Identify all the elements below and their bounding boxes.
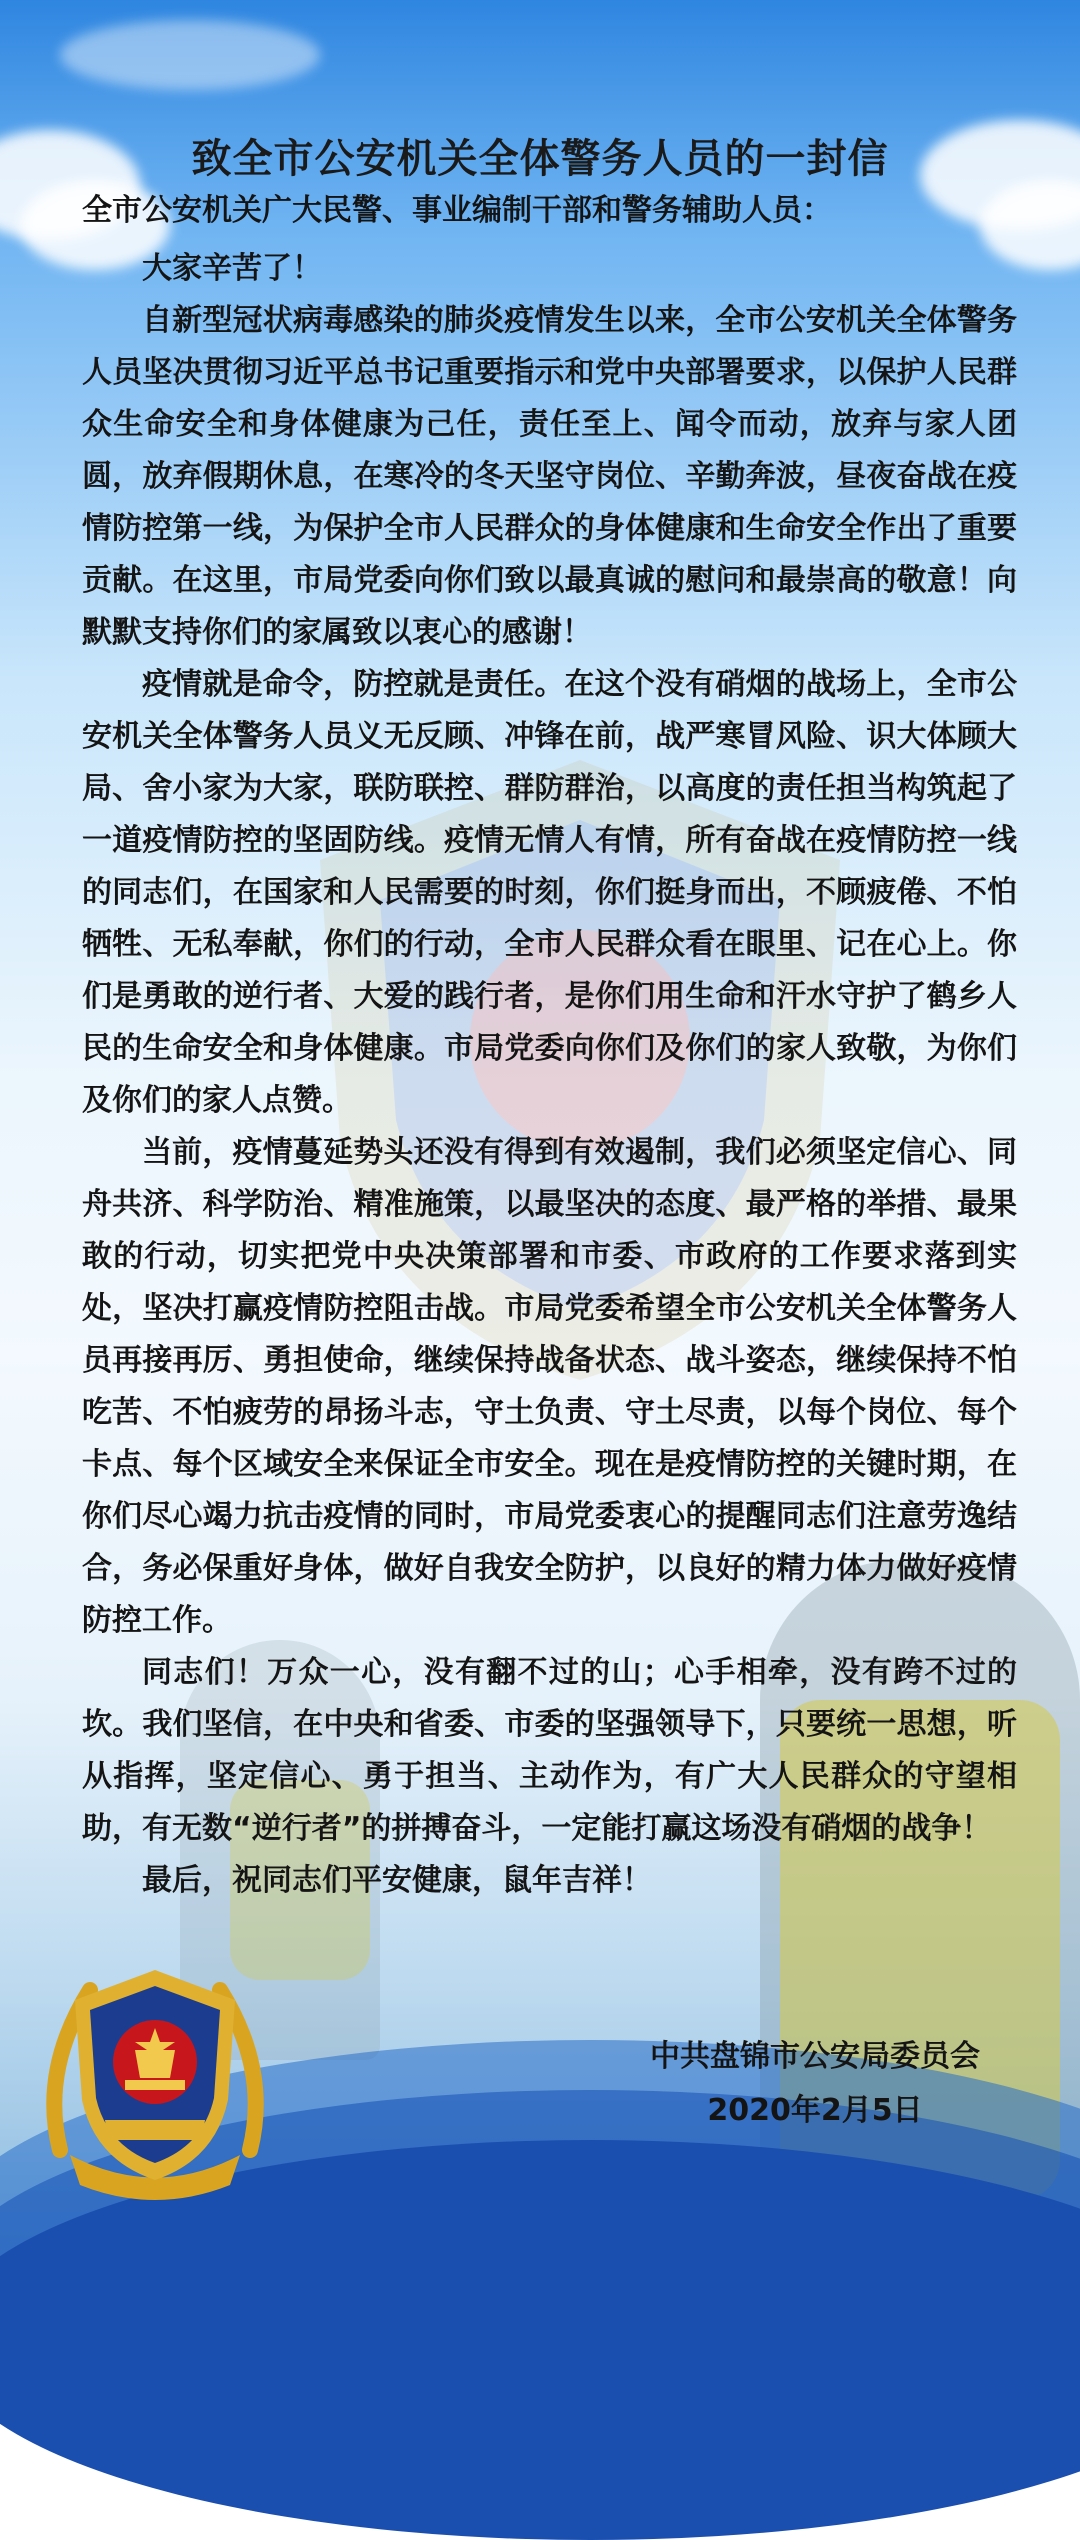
salutation: 全市公安机关广大民警、事业编制干部和警务辅助人员：	[82, 193, 832, 228]
signature-date: 2020年2月5日	[707, 2093, 923, 2128]
cloud	[60, 20, 320, 90]
paragraph: 自新型冠状病毒感染的肺炎疫情发生以来，全市公安机关全体警务人员坚决贯彻习近平总书记重要指示和党中央部署要求，以保护人民群众生命安全和身体健康为己任，责任至上、闻令而动，放弃与家人团圆，放弃假期休息，在寒冷的冬天坚守岗位、辛勤奔波，昼夜奋战在疫情防控第一线，为保护全市人民群众的身体健康和生命安全作出了重要贡献。在这里，市局党委向你们致以最真诚的慰问和最崇高的敬意！向默默支持你们的家属致以衷心的感谢！	[82, 303, 1017, 650]
paragraph: 大家辛苦了！	[142, 251, 322, 286]
paragraph: 疫情就是命令，防控就是责任。在这个没有硝烟的战场上，全市公安机关全体警务人员义无反顾、冲锋在前，战严寒冒风险、识大体顾大局、舍小家为大家，联防联控、群防群治，以高度的责任担当构筑起了一道疫情防控的坚固防线。疫情无情人有情，所有奋战在疫情防控一线的同志们，在国家和人民需要的时刻，你们挺身而出，不顾疲倦、不怕牺牲、无私奉献，你们的行动，全市人民群众看在眼里、记在心上。你们是勇敢的逆行者、大爱的践行者，是你们用生命和汗水守护了鹤乡人民的生命安全和身体健康。市局党委向你们及你们的家人致敬，为你们及你们的家人点赞。	[82, 667, 1017, 1118]
letter-title: 致全市公安机关全体警务人员的一封信	[191, 135, 889, 182]
signature-organization: 中共盘锦市公安局委员会	[650, 2039, 980, 2074]
paragraph: 最后，祝同志们平安健康，鼠年吉祥！	[142, 1863, 652, 1898]
police-emblem-icon	[30, 1950, 280, 2210]
signature-block	[650, 2030, 980, 2138]
paragraph: 当前，疫情蔓延势头还没有得到有效遏制，我们必须坚定信心、同舟共济、科学防治、精准施策，以最坚决的态度、最严格的举措、最果敢的行动，切实把党中央决策部署和市委、市政府的工作要求落到实处，坚决打赢疫情防控阻击战。市局党委希望全市公安机关全体警务人员再接再厉、勇担使命，继续保持战备状态、战斗姿态，继续保持不怕吃苦、不怕疲劳的昂扬斗志，守土负责、守土尽责，以每个岗位、每个卡点、每个区域安全来保证全市安全。现在是疫情防控的关键时期，在你们尽心竭力抗击疫情的同时，市局党委衷心的提醒同志们注意劳逸结合，务必保重好身体，做好自我安全防护，以良好的精力体力做好疫情防控工作。	[82, 1135, 1017, 1638]
paragraph: 同志们！万众一心，没有翻不过的山；心手相牵，没有跨不过的坎。我们坚信，在中央和省委、市委的坚强领导下，只要统一思想，听从指挥，坚定信心、勇于担当、主动作为，有广大人民群众的守望相助，有无数“逆行者”的拼搏奋斗，一定能打赢这场没有硝烟的战争！	[82, 1655, 1017, 1846]
letter-body	[82, 185, 1017, 1907]
